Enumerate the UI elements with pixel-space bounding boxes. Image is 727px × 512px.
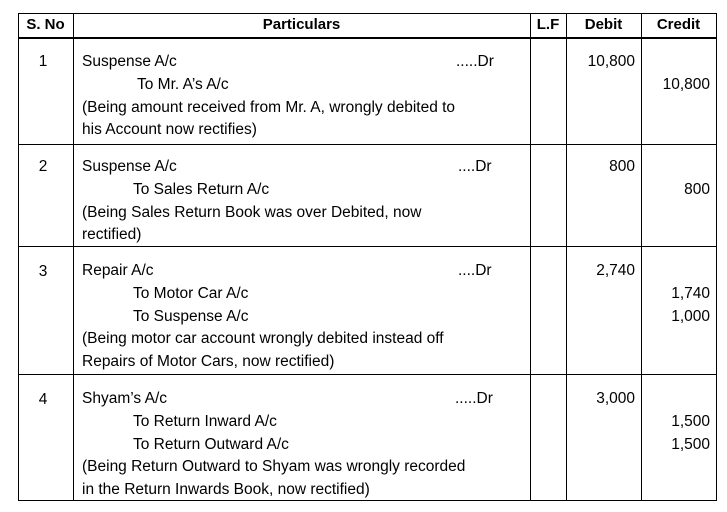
entry-sno: 1 <box>38 53 48 70</box>
narration-line: in the Return Inwards Book, now rectified) <box>82 481 370 498</box>
column-divider-lf <box>566 13 567 501</box>
column-divider-debit <box>641 13 642 501</box>
credit-account: To Suspense A/c <box>133 308 249 325</box>
narration-line: (Being motor car account wrongly debited instead off <box>82 330 444 347</box>
header-sno: S. No <box>26 16 65 33</box>
header-debit: Debit <box>584 16 623 33</box>
debit-account: Repair A/c <box>82 262 154 279</box>
column-divider-sno <box>73 13 74 501</box>
narration-line: (Being Return Outward to Shyam was wrongly recorded <box>82 458 466 475</box>
dr-marker: ....Dr <box>458 158 492 175</box>
row-divider-4 <box>18 374 717 375</box>
debit-amount: 10,800 <box>587 53 635 70</box>
narration-line: (Being Sales Return Book was over Debited, now <box>82 204 422 221</box>
credit-amount: 1,500 <box>671 436 710 453</box>
credit-account: To Sales Return A/c <box>133 181 270 198</box>
debit-amount: 3,000 <box>596 390 635 407</box>
narration-line: rectified) <box>82 226 142 243</box>
row-divider-3 <box>18 246 717 247</box>
dr-marker: .....Dr <box>455 390 493 407</box>
credit-amount: 1,000 <box>671 308 710 325</box>
debit-account: Suspense A/c <box>82 53 177 70</box>
debit-account: Suspense A/c <box>82 158 177 175</box>
header-lf: L.F <box>536 16 560 33</box>
credit-account: To Return Outward A/c <box>133 436 289 453</box>
debit-amount: 2,740 <box>596 262 635 279</box>
narration-line: his Account now rectifies) <box>82 121 257 138</box>
row-divider-1 <box>18 38 717 39</box>
header-particulars: Particulars <box>262 16 341 33</box>
debit-account: Shyam’s A/c <box>82 390 168 407</box>
credit-amount: 800 <box>684 181 710 198</box>
credit-account: To Return Inward A/c <box>133 413 277 430</box>
table-border-right <box>716 13 717 501</box>
credit-account: To Mr. A’s A/c <box>137 76 229 93</box>
narration-line: Repairs of Motor Cars, now rectified) <box>82 353 335 370</box>
table-border-left <box>18 13 19 501</box>
credit-account: To Motor Car A/c <box>133 285 249 302</box>
narration-line: (Being amount received from Mr. A, wrongly debited to <box>82 99 456 116</box>
credit-amount: 1,740 <box>671 285 710 302</box>
entry-sno: 3 <box>38 263 48 280</box>
credit-amount: 10,800 <box>662 76 710 93</box>
entry-sno: 4 <box>38 391 48 408</box>
dr-marker: ....Dr <box>458 262 492 279</box>
column-divider-particulars <box>530 13 531 501</box>
debit-amount: 800 <box>609 158 635 175</box>
dr-marker: .....Dr <box>456 53 494 70</box>
header-credit: Credit <box>656 16 701 33</box>
row-divider-2 <box>18 144 717 145</box>
entry-sno: 2 <box>38 158 48 175</box>
credit-amount: 1,500 <box>671 413 710 430</box>
